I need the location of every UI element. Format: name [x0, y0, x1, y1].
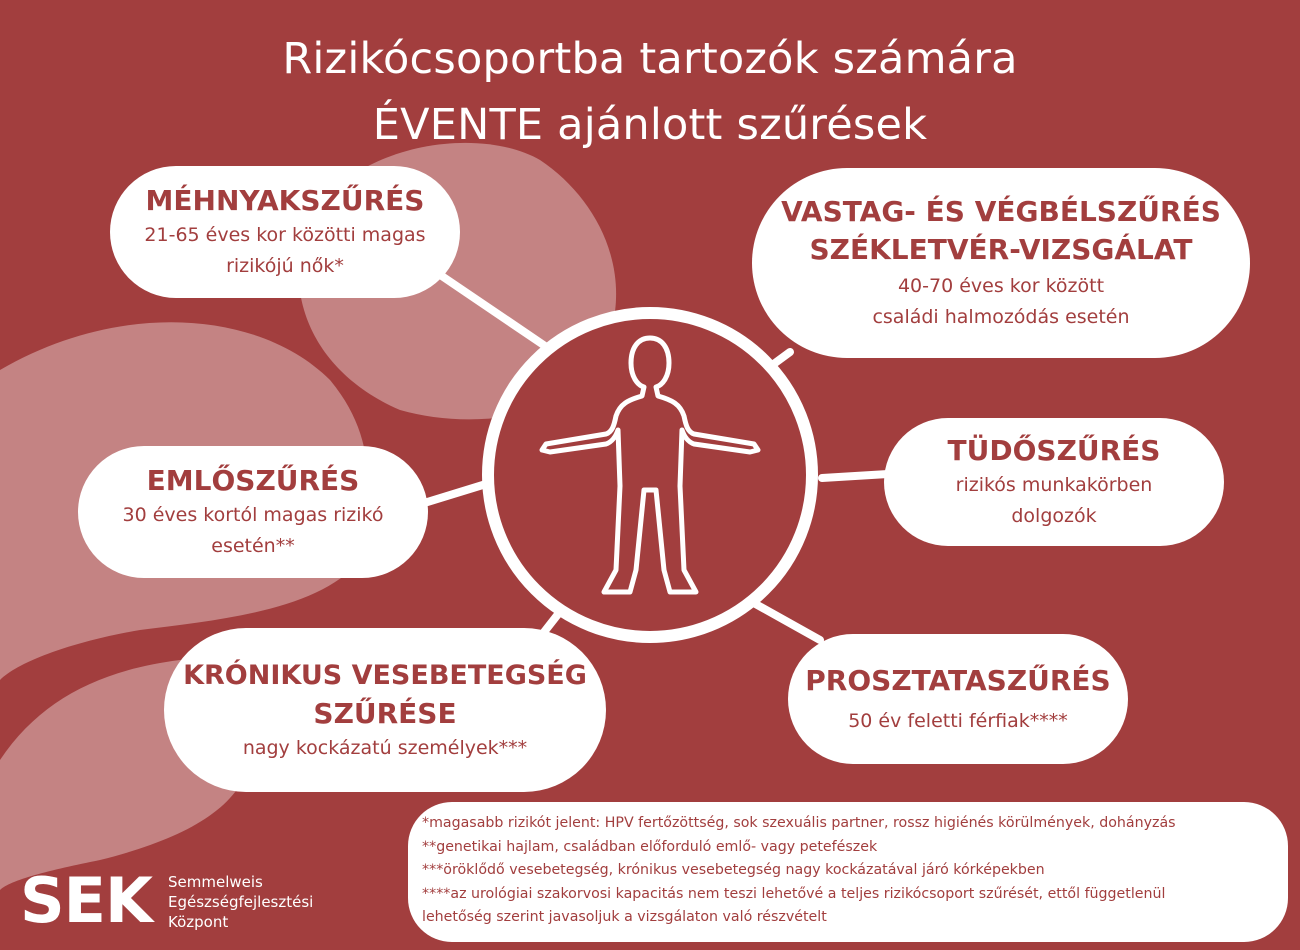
card-colon-screening [752, 168, 1250, 358]
card-text-line: családi halmozódás esetén [872, 306, 1130, 328]
card-text-line: nagy kockázatú személyek*** [242, 736, 528, 759]
organization-name-line: Egészségfejlesztési [168, 893, 314, 911]
footnote: *magasabb rizikót jelent: HPV fertőzöttség, sok szexuális partner, rossz higiénés körülmények, dohányzás [422, 815, 1176, 831]
organization-name-line: Semmelweis [168, 873, 263, 891]
card-title: TÜDŐSZŰRÉS [947, 434, 1161, 467]
card-cervical-screening [110, 166, 460, 298]
card-text-line: 21-65 éves kor közötti magas [144, 224, 426, 246]
organization-name-line: Központ [168, 913, 229, 931]
title-line-1: Rizikócsoportba tartozók számára [282, 34, 1018, 84]
card-text-line: rizikós munkakörben [955, 474, 1153, 496]
card-title: SZŰRÉSE [313, 696, 457, 730]
card-title: PROSZTATASZŰRÉS [805, 663, 1111, 697]
card-text-line: 30 éves kortól magas rizikó [122, 504, 384, 526]
card-title: EMLŐSZŰRÉS [146, 464, 360, 497]
card-breast-screening [78, 446, 428, 578]
footnote: lehetőség szerint javasoljuk a vizsgálaton való részvételt [422, 909, 827, 925]
footnote: **genetikai hajlam, családban előforduló emlő- vagy petefészek [422, 838, 878, 855]
footnote: ****az urológiai szakorvosi kapacitás nem teszi lehetővé a teljes rizikócsoport szűrését, ettől függetlenül [422, 885, 1166, 902]
card-text-line: rizikójú nők* [226, 255, 344, 277]
card-title: VASTAG- ÉS VÉGBÉLSZŰRÉS [781, 195, 1221, 228]
footnotes-box [408, 802, 1288, 942]
sek-logo: SEK [20, 864, 153, 937]
card-text-line: 40-70 éves kor között [897, 275, 1105, 297]
card-lung-screening [884, 418, 1224, 546]
card-text-line: dolgozók [1011, 505, 1097, 527]
card-title: SZÉKLETVÉR-VIZSGÁLAT [809, 233, 1193, 266]
card-prostate-screening [788, 634, 1128, 764]
card-title: KRÓNIKUS VESEBETEGSÉG [183, 659, 587, 691]
organization-name [168, 872, 313, 932]
card-text-line: 50 év feletti férfiak**** [848, 709, 1068, 732]
card-title: MÉHNYAKSZŰRÉS [145, 184, 425, 217]
human-figure-icon [530, 330, 770, 620]
card-kidney-screening [164, 628, 606, 792]
footnote: ***öröklődő vesebetegség, krónikus vesebetegség nagy kockázatával járó kórképekben [422, 862, 1045, 878]
title-line-2: ÉVENTE ajánlott szűrések [372, 100, 928, 150]
card-text-line: esetén** [211, 535, 295, 557]
